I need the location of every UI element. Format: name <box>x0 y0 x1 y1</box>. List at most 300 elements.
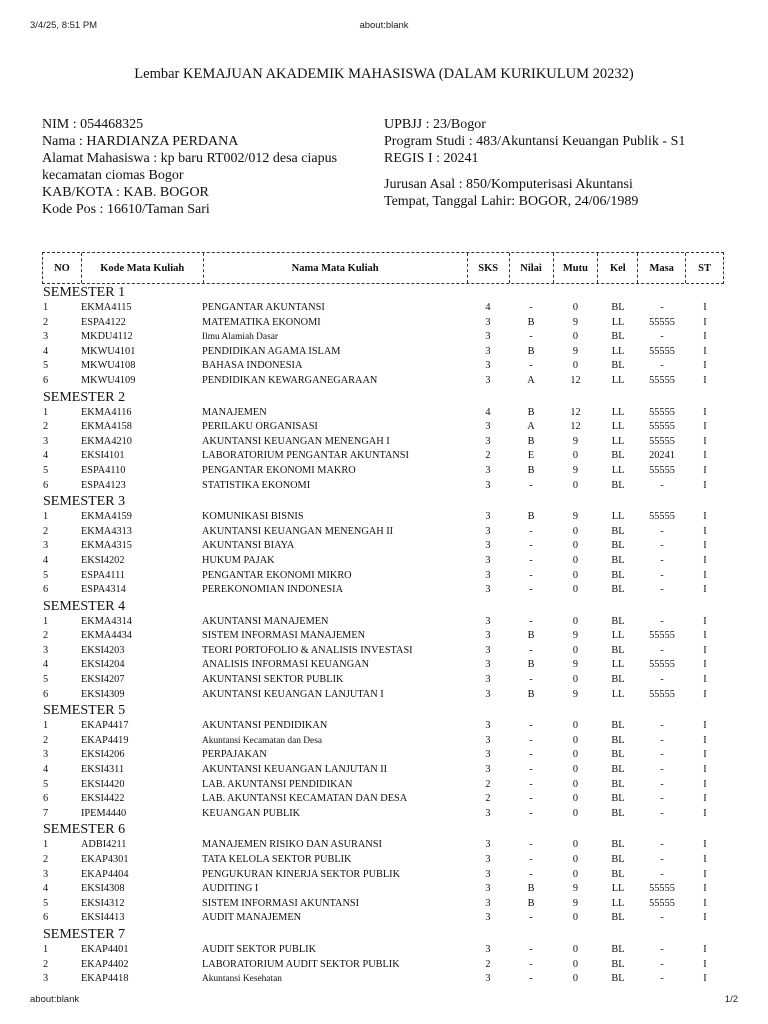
cell-no: 3 <box>43 973 49 985</box>
cell-sks: 3 <box>485 479 491 491</box>
cell-st: I <box>703 554 707 566</box>
semester-heading: SEMESTER 4 <box>43 598 126 614</box>
cell-st: I <box>703 374 707 386</box>
cell-kode: EKSI4101 <box>81 450 125 462</box>
cell-nilai: - <box>529 912 533 924</box>
student-address: Alamat Mahasiswa : kp baru RT002/012 desa ciapus kecamatan ciomas Bogor <box>42 151 338 183</box>
semester-heading: SEMESTER 2 <box>43 389 126 405</box>
cell-sks: 3 <box>485 569 491 581</box>
cell-no: 4 <box>43 883 49 895</box>
cell-kode: EKSI4203 <box>81 644 125 656</box>
cell-kode: EKSI4311 <box>81 764 125 776</box>
cell-nama: AUDITING I <box>202 883 259 895</box>
cell-masa: - <box>660 749 664 761</box>
cell-mutu: 0 <box>572 854 579 865</box>
cell-nilai: B <box>527 659 535 671</box>
cell-mutu: 0 <box>572 540 579 552</box>
cell-kel: BL <box>611 360 625 372</box>
cell-st: I <box>703 302 707 313</box>
cell-sks: 3 <box>485 331 491 343</box>
cell-st: I <box>703 958 707 970</box>
cell-no: 2 <box>43 734 49 746</box>
cell-kode: EKSI4204 <box>81 659 125 671</box>
col-header-st: ST <box>685 253 723 283</box>
cell-kode: EKMA4314 <box>81 615 132 627</box>
cell-kel: BL <box>611 302 625 313</box>
cell-masa: 55555 <box>649 511 675 523</box>
cell-nama: STATISTIKA EKONOMI <box>202 479 311 491</box>
cell-st: I <box>703 897 707 909</box>
semester-heading: SEMESTER 5 <box>43 703 126 719</box>
table-row <box>42 464 724 479</box>
cell-st: I <box>703 450 707 462</box>
cell-nilai: - <box>529 525 533 537</box>
cell-st: I <box>703 435 707 447</box>
cell-no: 5 <box>43 897 49 909</box>
cell-kel: BL <box>611 674 625 686</box>
cell-kode: EKAP4418 <box>81 973 129 985</box>
cell-nilai: - <box>529 331 533 343</box>
document-title: Lembar KEMAJUAN AKADEMIK MAHASISWA (DALAM KURIKULUM 20232) <box>134 66 634 82</box>
cell-sks: 3 <box>485 435 491 447</box>
table-row <box>42 763 724 778</box>
cell-kel: BL <box>611 778 625 790</box>
cell-st: I <box>703 569 707 581</box>
cell-nama: PEREKONOMIAN INDONESIA <box>202 584 344 596</box>
cell-no: 6 <box>43 374 49 386</box>
cell-nilai: - <box>529 839 533 851</box>
cell-kel: LL <box>611 511 625 523</box>
cell-st: I <box>703 584 707 596</box>
table-row <box>42 435 724 450</box>
cell-sks: 3 <box>485 421 491 433</box>
cell-no: 6 <box>43 584 49 596</box>
cell-mutu: 0 <box>572 302 579 313</box>
table-row <box>42 688 724 703</box>
nim: NIM : 054468325 <box>42 117 144 132</box>
table-row <box>42 301 724 316</box>
cell-masa: 55555 <box>649 883 675 895</box>
cell-st: I <box>703 630 707 642</box>
cell-mutu: 9 <box>572 688 579 700</box>
cell-nilai: - <box>529 644 533 656</box>
cell-kode: EKMA4159 <box>81 511 132 523</box>
cell-nilai: - <box>529 674 533 686</box>
cell-mutu: 0 <box>572 807 579 819</box>
cell-kel: LL <box>611 688 625 700</box>
cell-sks: 3 <box>485 688 491 700</box>
col-header-kode: Kode Mata Kuliah <box>81 253 203 283</box>
regis: REGIS I : 20241 <box>384 151 479 166</box>
cell-nilai: - <box>529 793 533 805</box>
cell-kode: MKWU4109 <box>81 374 136 386</box>
cell-masa: - <box>660 479 664 491</box>
cell-st: I <box>703 479 707 491</box>
cell-st: I <box>703 793 707 805</box>
cell-kode: EKSI4420 <box>81 778 125 790</box>
table-row <box>42 943 724 958</box>
academic-progress-table <box>42 252 724 987</box>
cell-st: I <box>703 674 707 686</box>
cell-no: 5 <box>43 674 49 686</box>
cell-no: 4 <box>43 764 49 776</box>
cell-kel: LL <box>611 897 625 909</box>
cell-no: 1 <box>43 720 49 732</box>
cell-nilai: - <box>529 360 533 372</box>
cell-masa: - <box>660 943 664 955</box>
table-row <box>42 719 724 734</box>
cell-nama: KEUANGAN PUBLIK <box>202 807 301 819</box>
cell-no: 3 <box>43 435 49 447</box>
cell-st: I <box>703 868 707 880</box>
table-row <box>42 539 724 554</box>
cell-kode: ESPA4111 <box>81 569 126 581</box>
cell-kode: ESPA4110 <box>81 464 126 476</box>
cell-nilai: E <box>527 450 535 462</box>
cell-sks: 3 <box>485 360 491 372</box>
col-header-no: NO <box>54 262 70 274</box>
cell-kode: EKSI4309 <box>81 688 125 700</box>
cell-no: 3 <box>43 644 49 656</box>
cell-nilai: - <box>529 479 533 491</box>
table-row <box>42 958 724 973</box>
cell-mutu: 0 <box>572 479 579 491</box>
cell-nama: Ilmu Alamiah Dasar <box>202 332 279 343</box>
cell-st: I <box>703 525 707 537</box>
cell-mutu: 12 <box>570 406 581 418</box>
cell-st: I <box>703 345 707 357</box>
cell-masa: 55555 <box>649 659 675 671</box>
cell-kel: LL <box>611 406 625 418</box>
cell-nama: MANAJEMEN RISIKO DAN ASURANSI <box>202 839 382 851</box>
cell-sks: 3 <box>485 897 491 909</box>
cell-kel: BL <box>611 569 625 581</box>
print-datetime: 3/4/25, 8:51 PM <box>30 20 98 31</box>
cell-masa: 55555 <box>649 897 675 909</box>
cell-kode: ESPA4314 <box>81 584 126 596</box>
cell-kode: ESPA4122 <box>81 316 126 328</box>
table-header <box>42 252 724 284</box>
cell-mutu: 0 <box>572 958 579 970</box>
cell-nama: LAB. AKUNTANSI PENDIDIKAN <box>202 778 353 790</box>
tempat-tanggal-lahir: Tempat, Tanggal Lahir: BOGOR, 24/06/1989 <box>384 194 639 209</box>
cell-mutu: 0 <box>572 764 579 776</box>
cell-sks: 3 <box>485 749 491 761</box>
cell-kel: BL <box>611 479 625 491</box>
cell-nilai: - <box>529 584 533 596</box>
cell-masa: - <box>660 958 664 970</box>
table-row <box>42 569 724 584</box>
cell-no: 4 <box>43 659 49 671</box>
cell-masa: - <box>660 302 664 313</box>
table-row <box>42 374 724 389</box>
cell-nama: SISTEM INFORMASI AKUNTANSI <box>202 897 360 909</box>
cell-sks: 3 <box>485 345 491 357</box>
cell-kode: EKMA4434 <box>81 630 132 642</box>
cell-sks: 3 <box>485 854 491 865</box>
cell-kode: EKSI4413 <box>81 912 125 924</box>
program-studi: Program Studi : 483/Akuntansi Keuangan Publik - S1 <box>384 134 686 149</box>
table-row <box>42 778 724 793</box>
cell-st: I <box>703 615 707 627</box>
cell-no: 5 <box>43 778 49 790</box>
cell-sks: 2 <box>485 450 491 462</box>
cell-mutu: 0 <box>572 554 579 566</box>
cell-sks: 3 <box>485 525 491 537</box>
cell-masa: 55555 <box>649 464 675 476</box>
cell-sks: 4 <box>485 302 491 313</box>
cell-nilai: - <box>529 868 533 880</box>
cell-kode: EKMA4158 <box>81 421 132 433</box>
cell-masa: - <box>660 973 664 985</box>
cell-st: I <box>703 316 707 328</box>
table-row <box>42 316 724 331</box>
cell-sks: 3 <box>485 615 491 627</box>
cell-kode: EKMA4313 <box>81 525 132 537</box>
cell-kode: ADBI4211 <box>81 839 127 851</box>
cell-nilai: - <box>529 734 533 746</box>
semester-heading: SEMESTER 6 <box>43 822 126 838</box>
cell-kel: LL <box>611 630 625 642</box>
cell-st: I <box>703 644 707 656</box>
semester-heading: SEMESTER 7 <box>43 926 126 942</box>
col-header-nilai: Nilai <box>509 253 553 283</box>
cell-mutu: 9 <box>572 659 579 671</box>
cell-nilai: - <box>529 973 533 985</box>
student-info-left <box>42 116 372 218</box>
cell-masa: - <box>660 839 664 851</box>
table-row <box>42 807 724 822</box>
cell-sks: 3 <box>485 554 491 566</box>
cell-no: 6 <box>43 912 49 924</box>
col-header-nama: Nama Mata Kuliah <box>203 253 467 283</box>
cell-nama: HUKUM PAJAK <box>202 554 275 566</box>
cell-nilai: - <box>529 615 533 627</box>
cell-st: I <box>703 360 707 372</box>
table-row <box>42 972 724 987</box>
cell-kode: EKAP4402 <box>81 958 129 970</box>
cell-masa: - <box>660 868 664 880</box>
cell-kel: BL <box>611 839 625 851</box>
cell-st: I <box>703 540 707 552</box>
cell-st: I <box>703 464 707 476</box>
cell-nilai: B <box>527 345 535 357</box>
table-row <box>42 615 724 630</box>
cell-sks: 3 <box>485 316 491 328</box>
table-row <box>42 792 724 807</box>
cell-kel: BL <box>611 807 625 819</box>
cell-masa: 55555 <box>649 345 675 357</box>
cell-nilai: - <box>529 302 533 313</box>
cell-mutu: 12 <box>570 374 581 386</box>
cell-nama: PENGUKURAN KINERJA SEKTOR PUBLIK <box>202 868 401 880</box>
cell-masa: - <box>660 615 664 627</box>
table-row <box>42 911 724 926</box>
table-row <box>42 420 724 435</box>
cell-sks: 2 <box>485 778 491 790</box>
table-row <box>42 897 724 912</box>
print-url: about:blank <box>359 20 409 31</box>
table-row <box>42 406 724 421</box>
cell-nama: PENGANTAR EKONOMI MAKRO <box>202 464 356 476</box>
cell-mutu: 0 <box>572 912 579 924</box>
cell-nama: PERILAKU ORGANISASI <box>202 421 318 433</box>
cell-st: I <box>703 749 707 761</box>
cell-masa: - <box>660 720 664 732</box>
print-header <box>0 0 768 30</box>
table-row <box>42 748 724 763</box>
cell-no: 3 <box>43 749 49 761</box>
cell-sks: 4 <box>485 406 491 418</box>
cell-nama: PENDIDIKAN AGAMA ISLAM <box>202 345 341 357</box>
table-row <box>42 853 724 868</box>
cell-no: 3 <box>43 540 49 552</box>
cell-nama: AUDIT MANAJEMEN <box>202 912 302 924</box>
cell-nama: PENDIDIKAN KEWARGANEGARAAN <box>202 374 378 386</box>
col-header-sks: SKS <box>467 253 509 283</box>
jurusan-asal: Jurusan Asal : 850/Komputerisasi Akuntansi <box>384 177 633 192</box>
cell-nilai: - <box>529 958 533 970</box>
cell-sks: 3 <box>485 540 491 552</box>
table-row <box>42 330 724 345</box>
page-number: 1/2 <box>724 994 738 1005</box>
cell-mutu: 0 <box>572 943 579 955</box>
cell-nilai: B <box>527 688 535 700</box>
cell-masa: - <box>660 854 664 865</box>
cell-st: I <box>703 720 707 732</box>
cell-kel: BL <box>611 720 625 732</box>
cell-no: 2 <box>43 854 49 865</box>
cell-mutu: 0 <box>572 644 579 656</box>
cell-st: I <box>703 688 707 700</box>
cell-sks: 3 <box>485 973 491 985</box>
table-row <box>42 882 724 897</box>
cell-nilai: - <box>529 554 533 566</box>
cell-nama: AKUNTANSI KEUANGAN MENENGAH II <box>202 525 394 537</box>
cell-sks: 3 <box>485 720 491 732</box>
cell-mutu: 0 <box>572 450 579 462</box>
cell-kode: EKMA4115 <box>81 302 132 313</box>
table-row <box>42 734 724 749</box>
table-row <box>42 359 724 374</box>
cell-nama: LAB. AKUNTANSI KECAMATAN DAN DESA <box>202 793 408 805</box>
cell-st: I <box>703 421 707 433</box>
cell-sks: 3 <box>485 659 491 671</box>
cell-kode: IPEM4440 <box>81 807 127 819</box>
cell-mutu: 9 <box>572 464 579 476</box>
cell-mutu: 9 <box>572 316 579 328</box>
cell-mutu: 0 <box>572 839 579 851</box>
cell-no: 3 <box>43 868 49 880</box>
cell-kode: EKMA4116 <box>81 406 132 418</box>
cell-kode: EKAP4301 <box>81 854 129 865</box>
cell-kode: MKDU4112 <box>81 331 133 343</box>
cell-sks: 3 <box>485 764 491 776</box>
cell-masa: - <box>660 569 664 581</box>
cell-st: I <box>703 807 707 819</box>
cell-mutu: 0 <box>572 734 579 746</box>
cell-mutu: 0 <box>572 525 579 537</box>
cell-no: 5 <box>43 360 49 372</box>
cell-masa: - <box>660 674 664 686</box>
cell-kode: EKSI4422 <box>81 793 125 805</box>
cell-st: I <box>703 973 707 985</box>
cell-nama: MATEMATIKA EKONOMI <box>202 316 321 328</box>
cell-masa: - <box>660 540 664 552</box>
cell-st: I <box>703 764 707 776</box>
cell-kel: LL <box>611 374 625 386</box>
cell-nama: LABORATORIUM PENGANTAR AKUNTANSI <box>202 450 409 462</box>
cell-no: 2 <box>43 525 49 537</box>
cell-nilai: B <box>527 406 535 418</box>
table-row <box>42 868 724 883</box>
cell-masa: - <box>660 584 664 596</box>
cell-masa: - <box>660 554 664 566</box>
cell-no: 4 <box>43 345 49 357</box>
cell-st: I <box>703 778 707 790</box>
kab-kota: KAB/KOTA : KAB. BOGOR <box>42 185 209 200</box>
cell-mutu: 12 <box>570 421 581 433</box>
cell-kel: BL <box>611 331 625 343</box>
cell-kode: MKWU4101 <box>81 345 136 357</box>
cell-kel: LL <box>611 464 625 476</box>
cell-no: 4 <box>43 450 49 462</box>
cell-nama: AKUNTANSI MANAJEMEN <box>202 615 329 627</box>
cell-kel: LL <box>611 883 625 895</box>
student-info-right <box>384 116 744 210</box>
cell-sks: 3 <box>485 630 491 642</box>
cell-sks: 3 <box>485 584 491 596</box>
cell-no: 4 <box>43 554 49 566</box>
cell-masa: - <box>660 734 664 746</box>
cell-masa: 55555 <box>649 406 675 418</box>
cell-nilai: - <box>529 807 533 819</box>
cell-mutu: 0 <box>572 674 579 686</box>
cell-st: I <box>703 659 707 671</box>
cell-kel: BL <box>611 749 625 761</box>
cell-st: I <box>703 406 707 418</box>
cell-nama: AKUNTANSI KEUANGAN LANJUTAN I <box>202 688 384 700</box>
cell-kode: ESPA4123 <box>81 479 126 491</box>
student-name: Nama : HARDIANZA PERDANA <box>42 134 239 149</box>
cell-nama: ANALISIS INFORMASI KEUANGAN <box>202 659 370 671</box>
cell-st: I <box>703 883 707 895</box>
cell-masa: 55555 <box>649 421 675 433</box>
cell-sks: 3 <box>485 807 491 819</box>
cell-mutu: 9 <box>572 630 579 642</box>
table-row <box>42 583 724 598</box>
cell-kode: EKSI4202 <box>81 554 125 566</box>
cell-nilai: - <box>529 943 533 955</box>
cell-sks: 3 <box>485 734 491 746</box>
cell-st: I <box>703 912 707 924</box>
cell-kel: BL <box>611 525 625 537</box>
cell-kel: BL <box>611 615 625 627</box>
cell-kel: BL <box>611 793 625 805</box>
cell-sks: 3 <box>485 511 491 523</box>
cell-st: I <box>703 511 707 523</box>
cell-nilai: - <box>529 569 533 581</box>
cell-mutu: 0 <box>572 749 579 761</box>
cell-st: I <box>703 734 707 746</box>
cell-no: 6 <box>43 793 49 805</box>
cell-kel: BL <box>611 540 625 552</box>
cell-nilai: - <box>529 720 533 732</box>
cell-kode: MKWU4108 <box>81 360 136 372</box>
cell-masa: 20241 <box>649 450 675 462</box>
cell-nama: BAHASA INDONESIA <box>202 360 303 372</box>
cell-kode: EKSI4206 <box>81 749 125 761</box>
